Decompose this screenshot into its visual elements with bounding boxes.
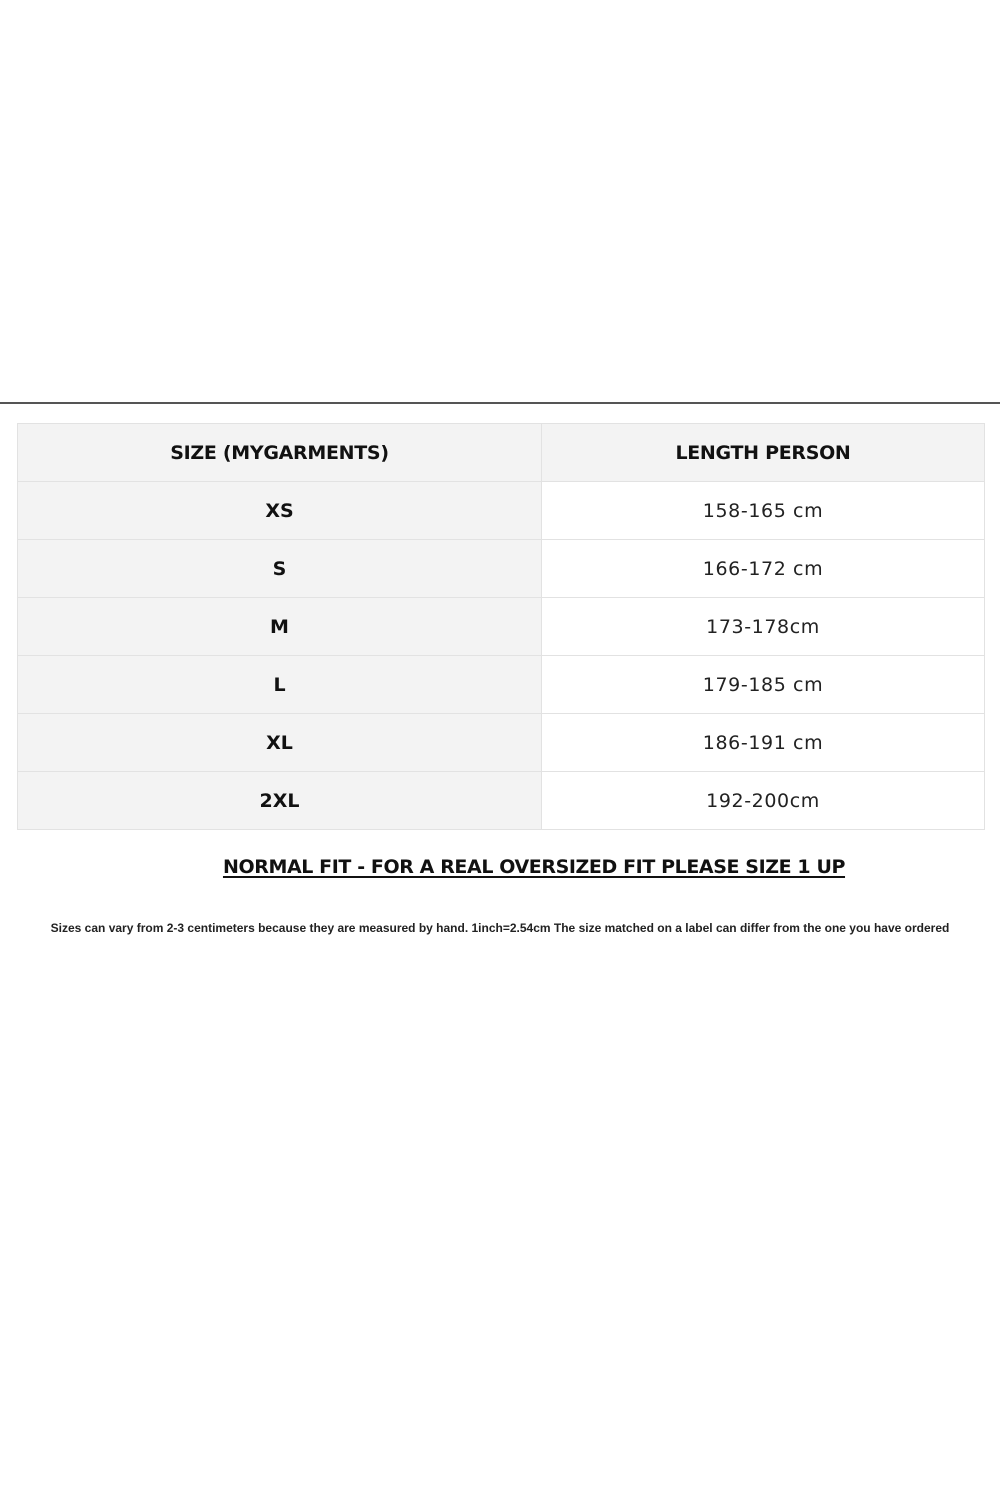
table-row (18, 598, 985, 656)
length-cell: 179-185 cm (542, 656, 985, 714)
table-row (18, 656, 985, 714)
size-cell: XS (18, 482, 542, 540)
size-cell: M (18, 598, 542, 656)
length-cell: 158-165 cm (542, 482, 985, 540)
length-cell: 166-172 cm (542, 540, 985, 598)
length-cell: 186-191 cm (542, 714, 985, 772)
size-column-header: SIZE (MYGARMENTS) (18, 424, 542, 482)
size-chart-table (17, 423, 985, 830)
table-row (18, 482, 985, 540)
table-row (18, 540, 985, 598)
table-header-row (18, 424, 985, 482)
length-cell: 173-178cm (542, 598, 985, 656)
size-cell: XL (18, 714, 542, 772)
size-cell: S (18, 540, 542, 598)
size-cell: 2XL (18, 772, 542, 830)
table-row (18, 772, 985, 830)
size-cell: L (18, 656, 542, 714)
table-row (18, 714, 985, 772)
length-cell: 192-200cm (542, 772, 985, 830)
fit-note: NORMAL FIT - FOR A REAL OVERSIZED FIT PLEASE SIZE 1 UP (222, 856, 846, 878)
measurement-disclaimer: Sizes can vary from 2-3 centimeters because they are measured by hand. 1inch=2.54cm The size matched on a label can differ from the one you have ordered (50, 921, 950, 935)
divider-line (0, 402, 1000, 404)
length-column-header: LENGTH PERSON (542, 424, 985, 482)
